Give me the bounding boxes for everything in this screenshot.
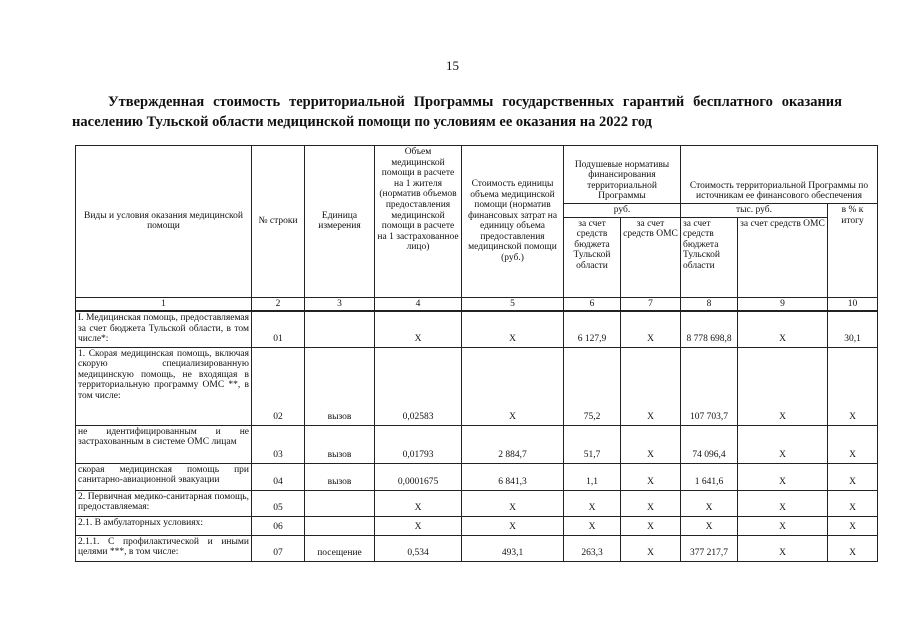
row-budget-per-capita: X: [564, 490, 621, 516]
row-budget-cost: 1 641,6: [681, 463, 738, 490]
row-oms-per-capita: X: [621, 347, 681, 425]
row-name: не идентифицированным и не застрахованным в системе ОМС лицам: [76, 425, 252, 463]
table-row: [76, 425, 878, 463]
row-unit-cost: X: [462, 311, 564, 347]
row-number: 03: [252, 425, 305, 463]
row-budget-per-capita: 263,3: [564, 535, 621, 561]
row-number: 06: [252, 516, 305, 535]
row-number: 05: [252, 490, 305, 516]
table-row: [76, 463, 878, 490]
row-unit-cost: X: [462, 490, 564, 516]
header-service-type: Виды и условия оказания медицинской помощи: [76, 146, 252, 298]
row-volume: X: [375, 311, 462, 347]
column-number: 7: [621, 297, 681, 311]
column-number: 3: [305, 297, 375, 311]
column-number: 10: [828, 297, 878, 311]
header-budget-cost: за счет средств бюджета Тульской области: [681, 217, 738, 297]
row-oms-cost: X: [738, 535, 828, 561]
row-oms-per-capita: X: [621, 535, 681, 561]
header-unit: Единица измерения: [305, 146, 375, 298]
row-unit-cost: 493,1: [462, 535, 564, 561]
row-oms-cost: X: [738, 347, 828, 425]
page-number: 15: [446, 58, 459, 73]
column-number: 6: [564, 297, 621, 311]
row-percent: X: [828, 347, 878, 425]
column-number: 8: [681, 297, 738, 311]
table-row: [76, 535, 878, 561]
row-name: 2.1.1. С профилактической и иными целями ***, в том числе:: [76, 535, 252, 561]
row-percent: X: [828, 490, 878, 516]
row-budget-per-capita: 75,2: [564, 347, 621, 425]
row-volume: 0,534: [375, 535, 462, 561]
row-budget-cost: X: [681, 490, 738, 516]
row-volume: 0,02583: [375, 347, 462, 425]
header-cost-unit: тыс. руб.: [681, 204, 828, 218]
row-budget-cost: 8 778 698,8: [681, 311, 738, 347]
header-per-capita-group: Подушевые нормативы финансирования территориальной Программы: [564, 146, 681, 204]
header-oms-cost: за счет средств ОМС: [738, 217, 828, 297]
header-budget-per-capita: за счет средств бюджета Тульской области: [564, 217, 621, 297]
row-oms-per-capita: X: [621, 311, 681, 347]
column-number-row: [76, 297, 878, 311]
row-budget-per-capita: 6 127,9: [564, 311, 621, 347]
document-title: Утвержденная стоимость территориальной Программы государственных гарантий бесплатного оказания населению Тульской области медицинской помощи по условиям ее оказания на 2022 год: [72, 94, 842, 130]
row-volume: 0,01793: [375, 425, 462, 463]
row-budget-cost: X: [681, 516, 738, 535]
header-volume: Объем медицинской помощи в расчете на 1 жителя (норматив объемов предоставления медицинской помощи в расчете на 1 застрахованное лицо): [375, 146, 462, 298]
row-oms-per-capita: X: [621, 463, 681, 490]
row-percent: 30,1: [828, 311, 878, 347]
row-number: 07: [252, 535, 305, 561]
row-oms-per-capita: X: [621, 490, 681, 516]
row-percent: X: [828, 516, 878, 535]
table-row: [76, 490, 878, 516]
column-number: 2: [252, 297, 305, 311]
header-oms-per-capita: за счет средств ОМС: [621, 217, 681, 297]
row-unit-cost: 6 841,3: [462, 463, 564, 490]
row-volume: X: [375, 516, 462, 535]
row-budget-per-capita: X: [564, 516, 621, 535]
row-oms-cost: X: [738, 311, 828, 347]
row-budget-per-capita: 51,7: [564, 425, 621, 463]
table-row: [76, 516, 878, 535]
row-unit: [305, 516, 375, 535]
row-unit: [305, 490, 375, 516]
row-budget-cost: 74 096,4: [681, 425, 738, 463]
row-oms-per-capita: X: [621, 425, 681, 463]
row-name: I. Медицинская помощь, предоставляемая за счет бюджета Тульской области, в том числе*:: [76, 311, 252, 347]
column-number: 1: [76, 297, 252, 311]
row-number: 01: [252, 311, 305, 347]
row-unit: вызов: [305, 347, 375, 425]
row-oms-per-capita: X: [621, 516, 681, 535]
header-row-number: № строки: [252, 146, 305, 298]
header-unit-cost: Стоимость единицы объема медицинской помощи (норматив финансовых затрат на единицу объема предоставления медицинской помощи (руб.): [462, 146, 564, 298]
column-number: 5: [462, 297, 564, 311]
header-percent: в % к итогу: [828, 204, 878, 298]
row-number: 04: [252, 463, 305, 490]
row-oms-cost: X: [738, 490, 828, 516]
table-row: [76, 347, 878, 425]
row-name: 1. Скорая медицинская помощь, включая скорую специализированную медицинскую помощь, не входящая в территориальную программу ОМС **, в том числе:: [76, 347, 252, 425]
row-budget-per-capita: 1,1: [564, 463, 621, 490]
row-oms-cost: X: [738, 463, 828, 490]
row-budget-cost: 107 703,7: [681, 347, 738, 425]
row-name: 2.1. В амбулаторных условиях:: [76, 516, 252, 535]
row-unit-cost: X: [462, 347, 564, 425]
row-percent: X: [828, 425, 878, 463]
column-number: 4: [375, 297, 462, 311]
row-unit: вызов: [305, 425, 375, 463]
table-row: [76, 311, 878, 347]
row-budget-cost: 377 217,7: [681, 535, 738, 561]
row-percent: X: [828, 463, 878, 490]
row-volume: X: [375, 490, 462, 516]
row-unit: [305, 311, 375, 347]
row-oms-cost: X: [738, 516, 828, 535]
row-volume: 0,0001675: [375, 463, 462, 490]
header-cost-group: Стоимость территориальной Программы по источникам ее финансового обеспечения: [681, 146, 878, 204]
cost-table: [75, 145, 878, 562]
row-number: 02: [252, 347, 305, 425]
row-unit-cost: X: [462, 516, 564, 535]
row-oms-cost: X: [738, 425, 828, 463]
column-number: 9: [738, 297, 828, 311]
row-unit-cost: 2 884,7: [462, 425, 564, 463]
row-percent: X: [828, 535, 878, 561]
row-name: 2. Первичная медико-санитарная помощь, предоставляемая:: [76, 490, 252, 516]
row-unit: посещение: [305, 535, 375, 561]
row-unit: вызов: [305, 463, 375, 490]
header-per-capita-unit: руб.: [564, 204, 681, 218]
row-name: скорая медицинская помощь при санитарно-авиационной эвакуации: [76, 463, 252, 490]
